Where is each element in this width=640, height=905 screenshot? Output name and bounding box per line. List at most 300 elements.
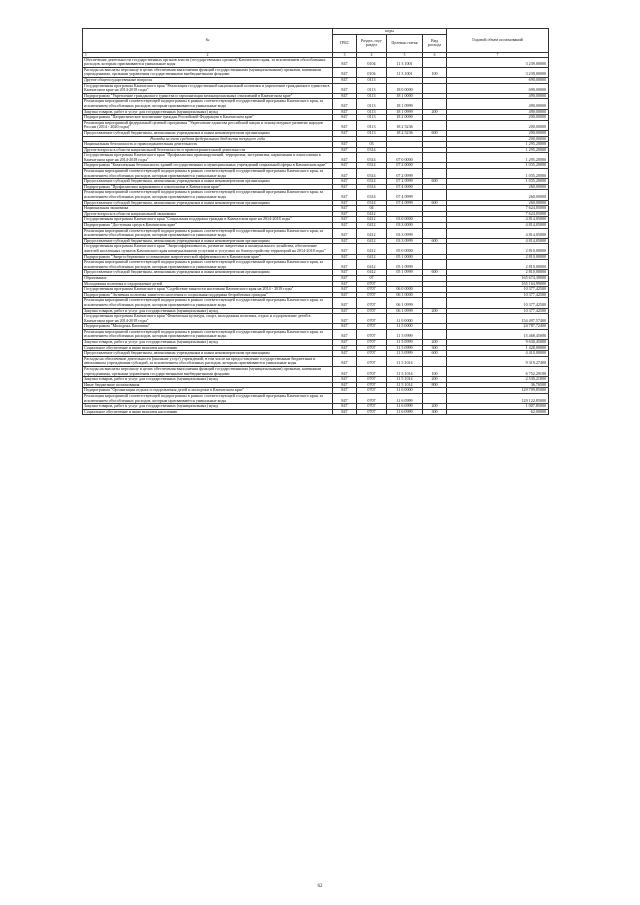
row-grbs: 847 <box>333 351 357 357</box>
row-razdel: 0314 <box>357 184 387 190</box>
row-vid <box>423 244 447 254</box>
row-razdel: 0412 <box>357 254 387 260</box>
row-razdel: 0412 <box>357 211 387 217</box>
row-name: Государственная программа Камчатского края "Содействие занятости населения Камчатского края на 2014 - 2018 годы" <box>83 287 333 293</box>
row-name: Реализация мероприятий соответствующей подпрограммы в рамках соответствующей государственной программы Камчатского края, за исключением обособленных расходов, которым присваиваются уникальные коды <box>83 99 333 109</box>
row-grbs: 847 <box>333 287 357 293</box>
row-grbs: 847 <box>333 260 357 270</box>
row-razdel: 0113 <box>357 83 387 93</box>
row-name: Подпрограмма "Доступная среда в Камчатском крае" <box>83 223 333 229</box>
row-grbs: 847 <box>333 109 357 115</box>
table-row <box>83 394 549 404</box>
row-amount: 490,00000 <box>447 99 549 109</box>
row-razdel: 0707 <box>357 324 387 330</box>
row-target: 18 2 5236 <box>387 130 423 136</box>
row-target: 11 5 0000 <box>387 324 423 330</box>
row-name: Подпрограмма "Патриотическое воспитание граждан Российской Федерации в Камчатском крае" <box>83 115 333 121</box>
row-amount: 200,00000 <box>447 136 549 142</box>
row-amount: 4 410,00000 <box>447 351 549 357</box>
row-amount: 9 630,45000 <box>447 340 549 346</box>
row-name: Закупка товаров, работ и услуг для государственных (муниципальных) нужд <box>83 109 333 115</box>
row-grbs: 847 <box>333 394 357 404</box>
row-amount: 7 624,05000 <box>447 211 549 217</box>
row-amount: 36,76500 <box>447 382 549 388</box>
row-name: Молодежная политика и оздоровление детей <box>83 281 333 287</box>
row-razdel: 03 <box>357 142 387 148</box>
row-razdel: 0707 <box>357 308 387 314</box>
row-razdel: 0707 <box>357 351 387 357</box>
row-target: 18 1 0999 <box>387 109 423 115</box>
row-vid <box>423 153 447 163</box>
row-amount: 4 814,05000 <box>447 223 549 229</box>
table-row <box>83 314 549 324</box>
row-name: Закупка товаров, работ и услуг для государственных (муниципальных) нужд <box>83 308 333 314</box>
row-amount: 2 810,00000 <box>447 244 549 254</box>
row-target: 11 0 0000 <box>387 314 423 324</box>
row-name: Подпрограмма "Комплексная безопасность зданий государственных и муниципальных учреждений социальной сферы в Камчатском крае" <box>83 163 333 169</box>
row-razdel: 0412 <box>357 217 387 223</box>
row-vid: 200 <box>423 109 447 115</box>
row-target: 07 4 0000 <box>387 184 423 190</box>
row-razdel: 0412 <box>357 260 387 270</box>
row-vid: 200 <box>423 377 447 383</box>
row-vid <box>423 228 447 238</box>
page-number: 62 <box>317 884 323 889</box>
row-vid <box>423 190 447 200</box>
row-name: Государственная программа Камчатского края "Профилактика правонарушений, терроризма, экстремизма, наркомании и алкоголизма в Камчатском крае на 2014-2018 годы" <box>83 153 333 163</box>
row-amount: 7 624,05000 <box>447 206 549 212</box>
table-row <box>83 190 549 200</box>
row-grbs: 847 <box>333 308 357 314</box>
row-name: Обеспечение деятельности государственных органов власти (государственных органов) Камчатского края, за исключением обособленных расходов, которым присваиваются уникальные коды <box>83 57 333 67</box>
row-grbs: 847 <box>333 345 357 351</box>
row-amount: 154 497,57400 <box>447 314 549 324</box>
row-vid: 300 <box>423 345 447 351</box>
row-razdel: 0707 <box>357 404 387 410</box>
row-name: Подпрограмма "Молодежь Камчатки" <box>83 324 333 330</box>
row-target: 18 1 0999 <box>387 99 423 109</box>
row-target: 05 1 0999 <box>387 270 423 276</box>
row-name: Реализация мероприятий соответствующей подпрограммы в рамках соответствующей государственной программы Камчатского края, за исключением обособленных расходов, которым присваиваются уникальные коды <box>83 228 333 238</box>
row-vid: 800 <box>423 382 447 388</box>
row-grbs: 847 <box>333 270 357 276</box>
row-name: Подпрограмма "Энергосбережение и повышение энергетической эффективности в Камчатском крае" <box>83 254 333 260</box>
row-amount: 490,00000 <box>447 109 549 115</box>
row-amount: 4 814,05000 <box>447 217 549 223</box>
row-vid <box>423 57 447 67</box>
row-name: Реализация мероприятий соответствующей подпрограммы в рамках соответствующей государственной программы Камчатского края, за исключением обособленных расходов, которым присваиваются уникальные коды <box>83 260 333 270</box>
row-vid: 600 <box>423 238 447 244</box>
row-amount: 3 239,00000 <box>447 57 549 67</box>
row-target: 11 3 1001 <box>387 57 423 67</box>
row-target: 11 5 0999 <box>387 351 423 357</box>
row-razdel: 0707 <box>357 340 387 346</box>
row-target: 05 1 0000 <box>387 254 423 260</box>
row-target: 18 0 0000 <box>387 83 423 93</box>
row-target: 03 3 0999 <box>387 238 423 244</box>
row-amount: 1 035,20000 <box>447 169 549 179</box>
row-grbs: 847 <box>333 179 357 185</box>
row-grbs: 847 <box>333 169 357 179</box>
row-razdel: 0314 <box>357 163 387 169</box>
row-razdel: 04 <box>357 206 387 212</box>
table-row <box>83 409 549 415</box>
row-grbs: 847 <box>333 254 357 260</box>
row-grbs: 847 <box>333 356 357 366</box>
row-vid: 200 <box>423 404 447 410</box>
row-razdel: 0412 <box>357 244 387 254</box>
table-row <box>83 298 549 308</box>
row-name: Закупка товаров, работ и услуг для государственных (муниципальных) нужд <box>83 404 333 410</box>
row-name: Реализация мероприятий соответствующей подпрограммы в рамках соответствующей государственной программы Камчатского края, за исключением обособленных расходов, которым присваиваются уникальные коды <box>83 329 333 339</box>
document-page <box>82 28 548 415</box>
row-amount: 62,00000 <box>447 409 549 415</box>
row-name: Расходы на обеспечение деятельности (оказание услуг) учреждений, в том числе на предоставление государственным бюджетным и автономным учреждениям субсидий, за исключением обособленных расходов, которым присваиваются уникальные коды <box>83 356 333 366</box>
index-label: 2 <box>206 52 209 57</box>
row-grbs: 847 <box>333 184 357 190</box>
row-grbs: 847 <box>333 217 357 223</box>
row-name: Предоставление субсидий бюджетным, автономным учреждениям и иным некоммерческим организациям <box>83 130 333 136</box>
row-vid <box>423 120 447 130</box>
row-name: Национальная экономика <box>83 206 333 212</box>
row-amount: 9 319,27400 <box>447 356 549 366</box>
row-grbs: 847 <box>333 206 357 212</box>
row-grbs: 847 <box>333 223 357 229</box>
row-razdel: 0314 <box>357 153 387 163</box>
row-name: Подпрограмма "Профилактика наркомании и алкоголизма в Камчатском крае" <box>83 184 333 190</box>
row-razdel: 0707 <box>357 377 387 383</box>
row-target: 11 6 0999 <box>387 409 423 415</box>
index-cell: 6 <box>423 52 447 57</box>
row-name: Реализация мероприятий соответствующей подпрограммы в рамках соответствующей государственной программы Камчатского края, за исключением обособленных расходов, которым присваиваются уникальные коды <box>83 298 333 308</box>
row-name: Подпрограмма "Активная политика занятости населения и социальная поддержка безработных граждан" <box>83 292 333 298</box>
row-vid: 200 <box>423 308 447 314</box>
row-razdel: 0314 <box>357 179 387 185</box>
row-grbs: 847 <box>333 115 357 121</box>
row-name: Государственная программа Камчатского края "Социальная поддержка граждан в Камчатском крае на 2014-2018 годы" <box>83 217 333 223</box>
row-amount: 2 530,21800 <box>447 377 549 383</box>
row-target: 18 2 5236 <box>387 120 423 130</box>
row-razdel: 0314 <box>357 169 387 179</box>
row-target: 06 0 0000 <box>387 287 423 293</box>
row-grbs: 847 <box>333 99 357 109</box>
row-razdel: 0113 <box>357 77 387 83</box>
row-razdel: 0707 <box>357 356 387 366</box>
row-grbs: 847 <box>333 130 357 136</box>
row-target: 11 5 0999 <box>387 340 423 346</box>
row-grbs: 847 <box>333 93 357 99</box>
row-target: 07 2 0999 <box>387 179 423 185</box>
row-vid: 300 <box>423 409 447 415</box>
budget-table <box>82 28 549 415</box>
row-grbs: 847 <box>333 404 357 410</box>
row-razdel: 0412 <box>357 270 387 276</box>
row-grbs: 847 <box>333 388 357 394</box>
table-row <box>83 260 549 270</box>
row-target: 07 4 0999 <box>387 190 423 200</box>
row-target: 18 2 0000 <box>387 115 423 121</box>
row-amount: 10 377,42500 <box>447 298 549 308</box>
row-name: Закупка товаров, работ и услуг для государственных (муниципальных) нужд <box>83 377 333 383</box>
row-vid <box>423 99 447 109</box>
row-razdel: 0412 <box>357 238 387 244</box>
row-grbs: 847 <box>333 329 357 339</box>
row-target: 11 5 1014 <box>387 367 423 377</box>
row-amount: 490,00000 <box>447 93 549 99</box>
row-vid <box>423 329 447 339</box>
row-name: Реализация мероприятий федеральной целевой программы "Укрепление единства российской нации и этнокультурное развитие народов России (2014 - 2020 годы)" <box>83 120 333 130</box>
header-num: № <box>83 29 333 53</box>
table-row <box>83 83 549 93</box>
row-name: Государственная программа Камчатского края "Энергоэффективность, развитие энергетики и коммунального хозяйства, обеспечение жителей населенных пунктов Камчатского края коммунальными услугами и услугами по благоустройству территорий на 2014-2018 годы" <box>83 244 333 254</box>
row-target: 07 2 0999 <box>387 169 423 179</box>
row-target: 11 3 1001 <box>387 67 423 77</box>
table-row <box>83 153 549 163</box>
row-amount: 1 295,20000 <box>447 142 549 148</box>
row-grbs: 847 <box>333 147 357 153</box>
row-name: Социальное обеспечение и иные выплаты населению <box>83 409 333 415</box>
row-razdel: 0412 <box>357 228 387 238</box>
row-vid <box>423 356 447 366</box>
row-target: 11 6 0999 <box>387 404 423 410</box>
row-grbs: 847 <box>333 377 357 383</box>
row-amount: 2 810,00000 <box>447 260 549 270</box>
row-amount: 1 428,00000 <box>447 345 549 351</box>
row-grbs: 847 <box>333 200 357 206</box>
row-amount: 1 035,20000 <box>447 163 549 169</box>
row-grbs: 847 <box>333 281 357 287</box>
row-grbs: 847 <box>333 142 357 148</box>
row-name: Подпрограмма "Организация отдыха и оздоровления детей и молодежи в Камчатском крае" <box>83 388 333 394</box>
row-razdel: 0314 <box>357 200 387 206</box>
row-razdel: 0707 <box>357 314 387 324</box>
row-name: Закупка товаров, работ и услуг для государственных (муниципальных) нужд <box>83 340 333 346</box>
row-name: Предоставление субсидий бюджетным, автономным учреждениям и иным некоммерческим организациям <box>83 238 333 244</box>
row-name: Реализация мероприятий соответствующей подпрограммы в рамках соответствующей государственной программы Камчатского края, за исключением обособленных расходов, которым присваиваются уникальные коды <box>83 169 333 179</box>
row-target: 11 5 0999 <box>387 329 423 339</box>
row-amount: 1 035,20000 <box>447 179 549 185</box>
row-target: 11 5 1014 <box>387 356 423 366</box>
table-header <box>83 29 549 53</box>
row-grbs: 847 <box>333 324 357 330</box>
row-name: Государственная программа Камчатского края "Реализация государственной национальной политики и укрепление гражданского единства в Камчатском крае на 2014-2018 годы" <box>83 83 333 93</box>
row-vid <box>423 260 447 270</box>
row-amount: 3 239,00000 <box>447 67 549 77</box>
row-amount: 200,00000 <box>447 120 549 130</box>
row-vid: 600 <box>423 351 447 357</box>
row-target: 11 5 1014 <box>387 382 423 388</box>
row-razdel: 0314 <box>357 190 387 200</box>
row-amount: 200,00000 <box>447 130 549 136</box>
table-row <box>83 329 549 339</box>
row-target: 03 3 0000 <box>387 223 423 229</box>
row-name: Реализация мероприятий соответствующей подпрограммы в рамках соответствующей государственной программы Камчатского края, за исключением обособленных расходов, которым присваиваются уникальные коды <box>83 190 333 200</box>
row-razdel: 0104 <box>357 67 387 77</box>
row-razdel: 0707 <box>357 287 387 293</box>
row-name: Предоставление субсидий бюджетным, автономным учреждениям и иным некоммерческим организациям <box>83 200 333 206</box>
row-grbs: 847 <box>333 275 357 281</box>
row-grbs: 847 <box>333 367 357 377</box>
row-name: Реализация мероприятий соответствующей подпрограммы в рамках соответствующей государственной программы Камчатского края, за исключением обособленных расходов, которым присваиваются уникальные коды <box>83 394 333 404</box>
table-row <box>83 169 549 179</box>
table-row <box>83 367 549 377</box>
row-target: 11 6 0999 <box>387 394 423 404</box>
row-vid: 600 <box>423 130 447 136</box>
row-amount: 200,00000 <box>447 115 549 121</box>
row-name: Другие вопросы в области национальной экономики <box>83 211 333 217</box>
row-name: Образование <box>83 275 333 281</box>
row-amount: 2 810,00000 <box>447 254 549 260</box>
row-razdel: 0113 <box>357 99 387 109</box>
row-amount: 260,00000 <box>447 200 549 206</box>
row-razdel: 0707 <box>357 345 387 351</box>
row-vid: 200 <box>423 340 447 346</box>
row-target: 05 1 0999 <box>387 260 423 270</box>
row-grbs: 847 <box>333 163 357 169</box>
row-grbs: 847 <box>333 238 357 244</box>
row-razdel: 0707 <box>357 367 387 377</box>
row-grbs: 847 <box>333 382 357 388</box>
row-razdel: 0707 <box>357 292 387 298</box>
row-razdel: 0707 <box>357 329 387 339</box>
row-grbs: 847 <box>333 298 357 308</box>
row-razdel: 0104 <box>357 57 387 67</box>
row-target: 06 1 0000 <box>387 292 423 298</box>
row-amount: 1 007,85000 <box>447 404 549 410</box>
row-vid: 100 <box>423 67 447 77</box>
row-amount: 690,00000 <box>447 77 549 83</box>
row-target: 05 0 0000 <box>387 244 423 254</box>
table-row <box>83 120 549 130</box>
row-vid: 600 <box>423 200 447 206</box>
table-body <box>83 52 549 415</box>
row-name: Предоставление субсидий бюджетным, автономным учреждениям и иным некоммерческим организациям <box>83 351 333 357</box>
row-grbs: 847 <box>333 67 357 77</box>
row-amount: 1 295,20000 <box>447 153 549 163</box>
row-amount: 165 674,39000 <box>447 275 549 281</box>
row-amount: 15 468,45000 <box>447 329 549 339</box>
row-razdel: 0707 <box>357 382 387 388</box>
index-cell: 7 <box>447 52 549 57</box>
row-grbs: 847 <box>333 153 357 163</box>
row-grbs: 847 <box>333 211 357 217</box>
row-amount: 129 122,85000 <box>447 394 549 404</box>
row-target: 07 4 0999 <box>387 200 423 206</box>
row-grbs: 847 <box>333 77 357 83</box>
row-target: 07 2 0000 <box>387 163 423 169</box>
row-target: 11 5 0999 <box>387 345 423 351</box>
row-amount: 4 814,05000 <box>447 238 549 244</box>
row-name: Расходы на выплаты персоналу в целях обеспечения выполнения функций государственными (муниципальными) органами, казенными учреждениями, органами управления государственными внебюджетными фондами <box>83 67 333 77</box>
row-grbs: 847 <box>333 190 357 200</box>
header-grbs: ГРБС <box>333 34 357 52</box>
row-amount: 6 752,29100 <box>447 367 549 377</box>
row-amount: 4 814,05000 <box>447 228 549 238</box>
row-grbs: 847 <box>333 292 357 298</box>
row-name: Расходы на выплаты персоналу в целях обеспечения выполнения функций государственными (муниципальными) органами, казенными учреждениями, органами управления государственными внебюджетными фондами <box>83 367 333 377</box>
header-vid: Вид расхода <box>423 34 447 52</box>
row-grbs: 847 <box>333 228 357 238</box>
row-name: Другие общегосударственные вопросы <box>83 77 333 83</box>
row-target: 07 0 0000 <box>387 153 423 163</box>
row-razdel: 0314 <box>357 147 387 153</box>
row-amount: 1 295,20000 <box>447 147 549 153</box>
row-vid <box>423 394 447 404</box>
row-target: 11 5 1014 <box>387 377 423 383</box>
index-cell: 4 <box>357 52 387 57</box>
row-name: Подпрограмма "Укрепление гражданского единства и гармонизация межнациональных отношений в Камчатском крае" <box>83 93 333 99</box>
row-razdel: 07 <box>357 275 387 281</box>
row-target: 03 0 0000 <box>387 217 423 223</box>
row-vid <box>423 169 447 179</box>
row-razdel: 0707 <box>357 298 387 308</box>
row-amount: 10 377,42500 <box>447 287 549 293</box>
row-razdel: 0707 <box>357 409 387 415</box>
row-name: Иные бюджетные ассигнования <box>83 382 333 388</box>
table-row <box>83 99 549 109</box>
table-row <box>83 356 549 366</box>
index-label: 1 <box>85 52 87 57</box>
row-name: Другие вопросы в области национальной безопасности и правоохранительной деятельности <box>83 147 333 153</box>
row-grbs: 847 <box>333 409 357 415</box>
index-cell: 3 <box>333 52 357 57</box>
row-target: 06 1 0999 <box>387 298 423 308</box>
row-vid: 600 <box>423 270 447 276</box>
row-razdel: 0707 <box>357 281 387 287</box>
header-amount: Годовой объем ассигнований <box>447 29 549 53</box>
row-razdel: 0707 <box>357 388 387 394</box>
row-amount: 260,00000 <box>447 184 549 190</box>
row-name: Предоставление субсидий бюджетным, автономным учреждениям и иным некоммерческим организациям <box>83 270 333 276</box>
row-grbs: 847 <box>333 83 357 93</box>
row-grbs: 847 <box>333 120 357 130</box>
row-grbs: 847 <box>333 244 357 254</box>
index-cell <box>83 52 333 57</box>
row-amount: 10 377,42500 <box>447 308 549 314</box>
table-row <box>83 57 549 67</box>
row-amount: 129 709,85000 <box>447 388 549 394</box>
row-name: Государственная программа Камчатского края "Физическая культура, спорт, молодежная политика, отдых и оздоровление детей в Камчатском крае на 2014-2018 годы" <box>83 314 333 324</box>
row-razdel: 0113 <box>357 115 387 121</box>
table-row <box>83 244 549 254</box>
row-grbs: 847 <box>333 57 357 67</box>
row-amount: 2 810,00000 <box>447 270 549 276</box>
row-target: 03 3 0999 <box>387 228 423 238</box>
row-razdel: 0707 <box>357 394 387 404</box>
row-name: Национальная безопасность и правоохранительная деятельность <box>83 142 333 148</box>
row-vid <box>423 298 447 308</box>
header-target: Целевая статья <box>387 34 423 52</box>
header-razdel: Раздел, под-раздел <box>357 34 387 52</box>
index-cell: 5 <box>387 52 423 57</box>
row-vid: 100 <box>423 367 447 377</box>
row-target: 18 1 0000 <box>387 93 423 99</box>
table-row <box>83 67 549 77</box>
table-row <box>83 228 549 238</box>
row-vid: 600 <box>423 179 447 185</box>
row-name: Предоставление субсидий бюджетным, автономным учреждениям и иным некоммерческим организациям <box>83 179 333 185</box>
row-razdel: 0113 <box>357 93 387 99</box>
row-name: Расходы за счет средств федерального бюджета текущего года <box>83 136 333 142</box>
row-vid <box>423 314 447 324</box>
row-razdel: 0113 <box>357 130 387 136</box>
row-amount: 165 164,99000 <box>447 281 549 287</box>
row-razdel: 0412 <box>357 223 387 229</box>
row-amount: 24 787,72400 <box>447 324 549 330</box>
row-target: 11 6 0000 <box>387 388 423 394</box>
row-vid <box>423 83 447 93</box>
row-razdel: 0113 <box>357 109 387 115</box>
